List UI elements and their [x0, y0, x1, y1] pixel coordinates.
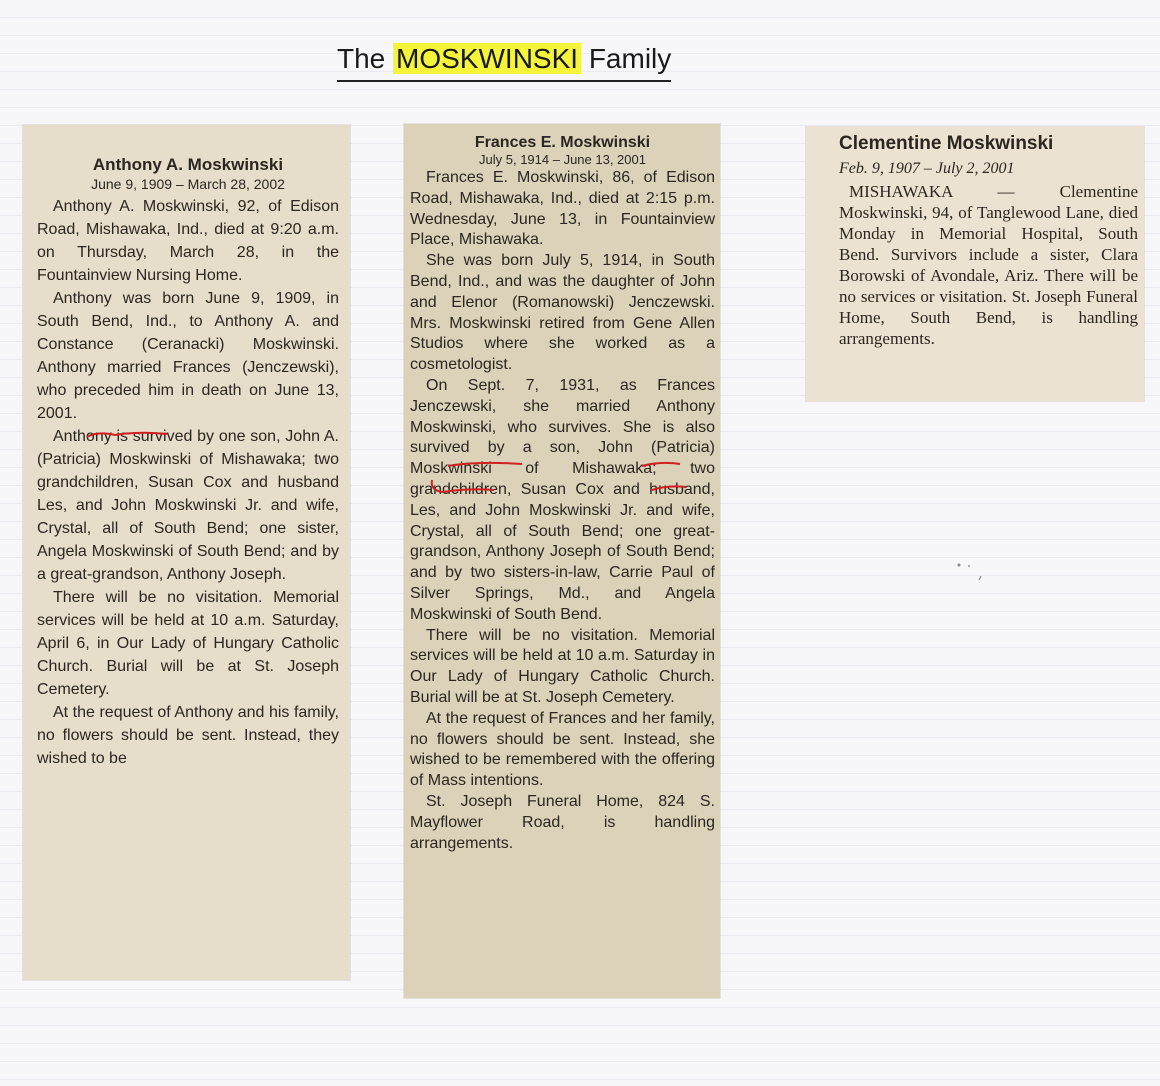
obituary-paragraph: There will be no visitation. Memorial services will be held at 10 a.m. Saturday, April 6, in Our Lady of Hungary Catholic Church. Burial will be at St. Joseph Cemetery.	[37, 589, 339, 698]
obituary-paragraph: She was born July 5, 1914, in South Bend, Ind., and was the daughter of John and Elenor (Romanowski) Jenczewski. Mrs. Moskwinski retired from Gene Allen Studios where she worked as a cosmetologist.	[410, 252, 715, 374]
obituary-paragraph: At the request of Frances and her family, no flowers should be sent. Instead, she wished to be remembered with the offering of Mass intentions.	[410, 709, 715, 790]
obituary-dates: July 5, 1914 – June 13, 2001	[479, 152, 646, 167]
obituary-name: Clementine Moskwinski	[839, 133, 1054, 154]
obituary-paragraph: Anthony A. Moskwinski, 92, of Edison Road, Mishawaka, Ind., died at 9:20 a.m. on Thursday, March 28, in the Fountainview Nursing Home.	[37, 198, 339, 284]
title-prefix: The	[337, 43, 394, 74]
page-title	[337, 40, 671, 82]
red-pen-underline	[446, 458, 526, 470]
red-pen-underline	[640, 458, 684, 470]
obituary-paragraph: Frances E. Moskwinski, 86, of Edison Road, Mishawaka, Ind., died at 2:15 p.m. Wednesday, June 13, in Fountainview Place, Mishawaka.	[410, 169, 715, 249]
title-highlighted-surname: MOSKWINSKI	[393, 43, 581, 74]
obituary-dates: June 9, 1909 – March 28, 2002	[91, 176, 285, 192]
obituary-paragraph: St. Joseph Funeral Home, 824 S. Mayflower Road, is handling arrangements.	[410, 792, 715, 852]
obituary-paragraph: At the request of Anthony and his family, no flowers should be sent. Instead, they wished to be	[37, 704, 339, 767]
obituary-paragraph: Anthony was born June 9, 1909, in South Bend, Ind., to Anthony A. and Constance (Ceranacki) Moskwinski. Anthony married Frances (Jenczewski), who preceded him in death on June 13, 2001.	[37, 290, 339, 422]
obituary-paragraph: Anthony is survived by one son, John A. (Patricia) Moskwinski of Mishawaka; two grandchildren, Susan Cox and husband Les, and John Moskwinski Jr. and wife, Crystal, all of South Bend; one sister, Angela Moskwinski of South Bend; and by a great-grandson, Anthony Joseph.	[37, 428, 339, 583]
red-pen-underline	[650, 482, 690, 494]
red-pen-underline	[85, 428, 170, 440]
obituary-clipping-clementine	[806, 127, 1144, 401]
title-suffix: Family	[581, 43, 672, 74]
obituary-paragraph: MISHAWAKA — Clementine Moskwinski, 94, of Tanglewood Lane, died Monday in Memorial Hospital, South Bend. Survivors include a sister, Clara Borowski of Avondale, Ariz. There will be no services or visitation. St. Joseph Funeral Home, South Bend, is handling arrangements.	[839, 182, 1138, 348]
obituary-paragraph: There will be no visitation. Memorial services will be held at 10 a.m. Saturday in Our Lady of Hungary Catholic Church. Burial will be at St. Joseph Cemetery.	[410, 626, 715, 706]
obituary-dates: Feb. 9, 1907 – July 2, 2001	[839, 160, 1015, 177]
obituary-clipping-frances	[404, 124, 720, 998]
obituary-paragraph: On Sept. 7, 1931, as Frances Jenczewski, she married Anthony Moskwinski, who survives. She is also survived by a son, John (Patricia) Moskwinski of Mishawaka; two grandchildren, Susan Cox and husband, Les, and John Moskwinski Jr. and wife, Crystal, all of South Bend; one great-grandson, Anthony Joseph of South Bend; and by two sisters-in-law, Carrie Paul of Silver Springs, Md., and Angela Moskwinski of South Bend.	[410, 376, 715, 623]
paper-specks	[955, 560, 985, 588]
obituary-name: Frances E. Moskwinski	[474, 134, 651, 151]
obituary-clipping-anthony	[23, 125, 350, 980]
red-pen-underline	[428, 476, 498, 496]
speck-marks-icon	[955, 560, 985, 584]
obituary-name: Anthony A. Moskwinski	[92, 155, 284, 174]
